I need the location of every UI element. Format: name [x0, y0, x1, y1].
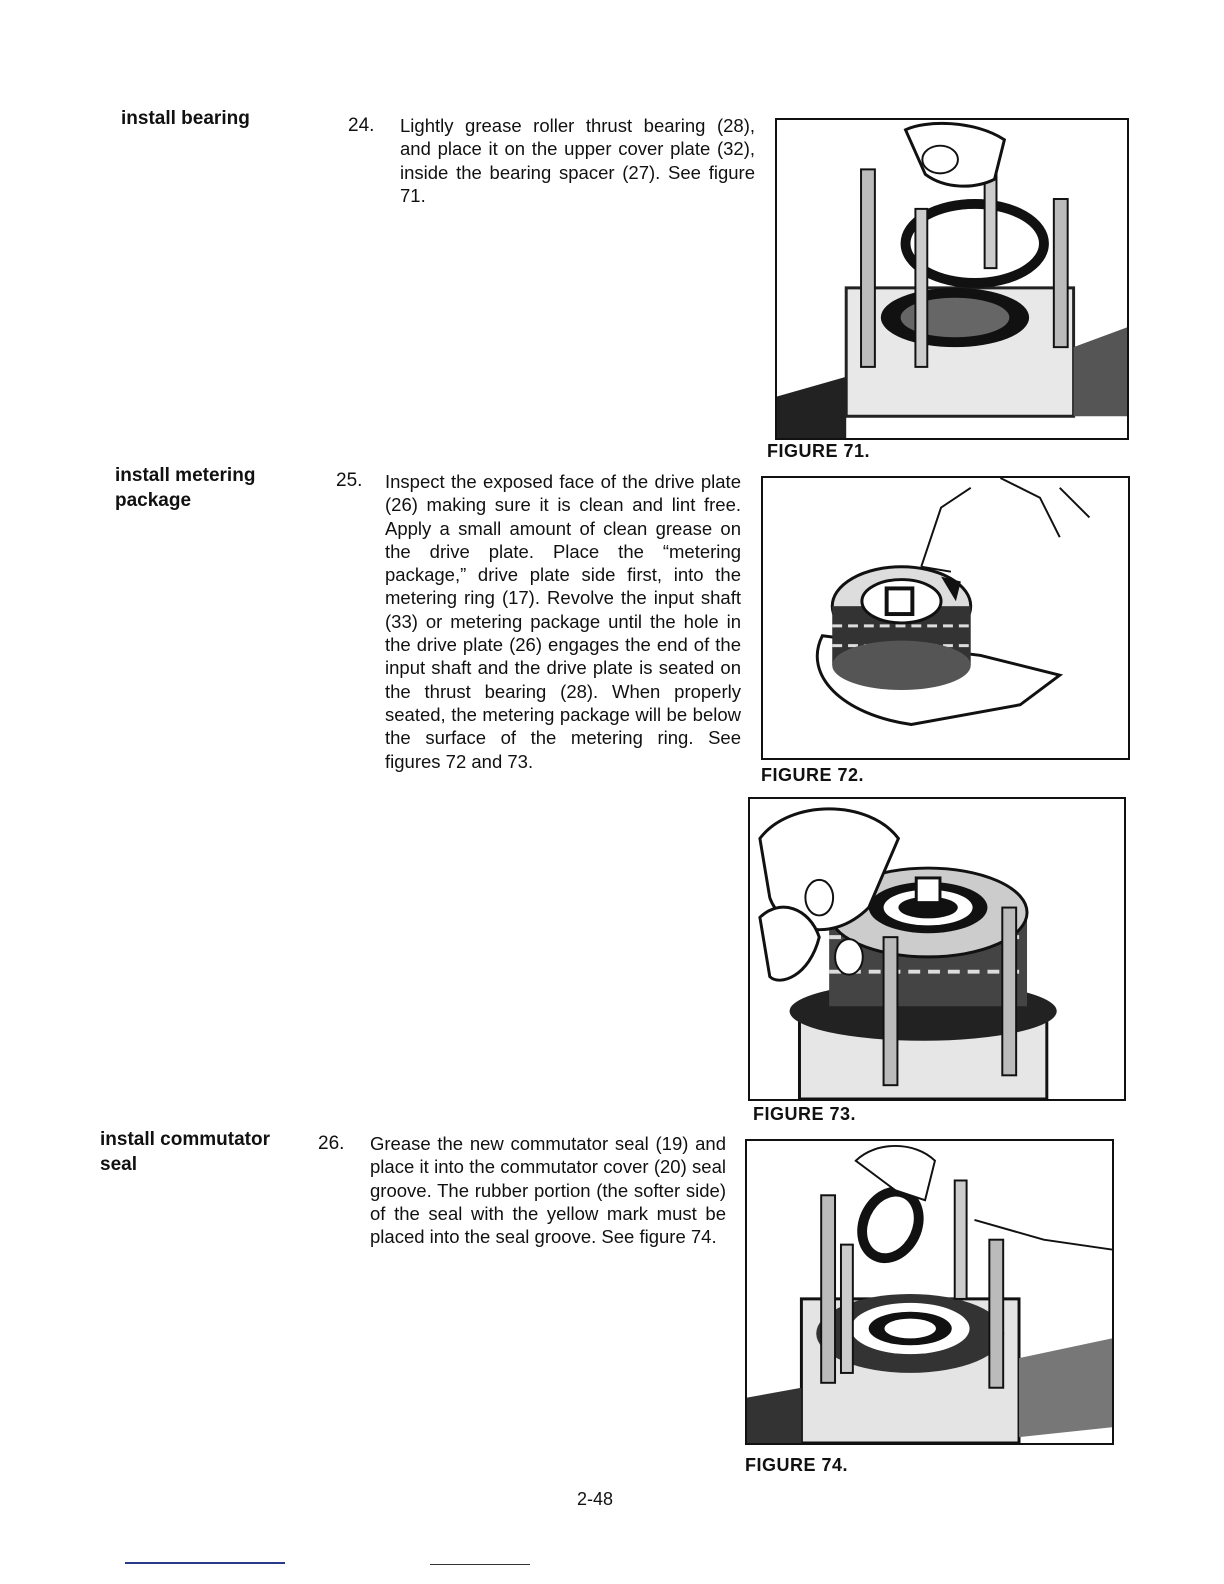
figure-71-caption: FIGURE 71. — [767, 441, 871, 461]
footer-rule-right — [430, 1564, 530, 1565]
step-number-24: 24. — [348, 115, 375, 136]
seated-package-photo-icon — [750, 799, 1124, 1099]
figure-72-image — [761, 476, 1130, 760]
step-25-text: Inspect the exposed face of the drive plate (26) making sure it is clean and lint free. Apply a small amount of clean grease on the drive plate. Place the “metering package,” drive plate side first, into the metering ring (17). Revolve the input shaft (33) or metering package until the hole in the drive plate (26) engages the end of the input shaft and the drive plate is seated on the thrust bearing (28). When properly seated, the metering package will be below the surface of the metering ring. See figures 72 and 73. — [385, 471, 741, 772]
section-heading-install-commutator-seal: install commutator seal — [100, 1129, 270, 1175]
step-26-text: Grease the new commutator seal (19) and place it into the commutator cover (20) seal groove. The rubber portion (the softer side) of the seal with the yellow mark must be placed into the seal groove. See figure 74. — [370, 1133, 726, 1248]
figure-74-caption: FIGURE 74. — [745, 1455, 849, 1475]
figure-74-image — [745, 1139, 1114, 1445]
metering-package-photo-icon — [763, 478, 1128, 758]
figure-72-caption: FIGURE 72. — [761, 765, 865, 785]
footer-rule-left — [125, 1562, 285, 1564]
section-heading-install-bearing: install bearing — [121, 108, 250, 129]
figure-73-image — [748, 797, 1126, 1101]
step-number-26: 26. — [318, 1133, 345, 1154]
section-heading-install-metering-package: install metering package — [115, 465, 256, 511]
step-24-text: Lightly grease roller thrust bearing (28), and place it on the upper cover plate (32), inside the bearing spacer (27). See figure 71. — [400, 115, 755, 206]
commutator-seal-photo-icon — [747, 1141, 1112, 1443]
step-number-25: 25. — [336, 470, 363, 491]
page-number: 2-48 — [577, 1489, 614, 1509]
figure-73-caption: FIGURE 73. — [753, 1104, 857, 1124]
bearing-photo-icon — [777, 120, 1127, 438]
figure-71-image — [775, 118, 1129, 440]
